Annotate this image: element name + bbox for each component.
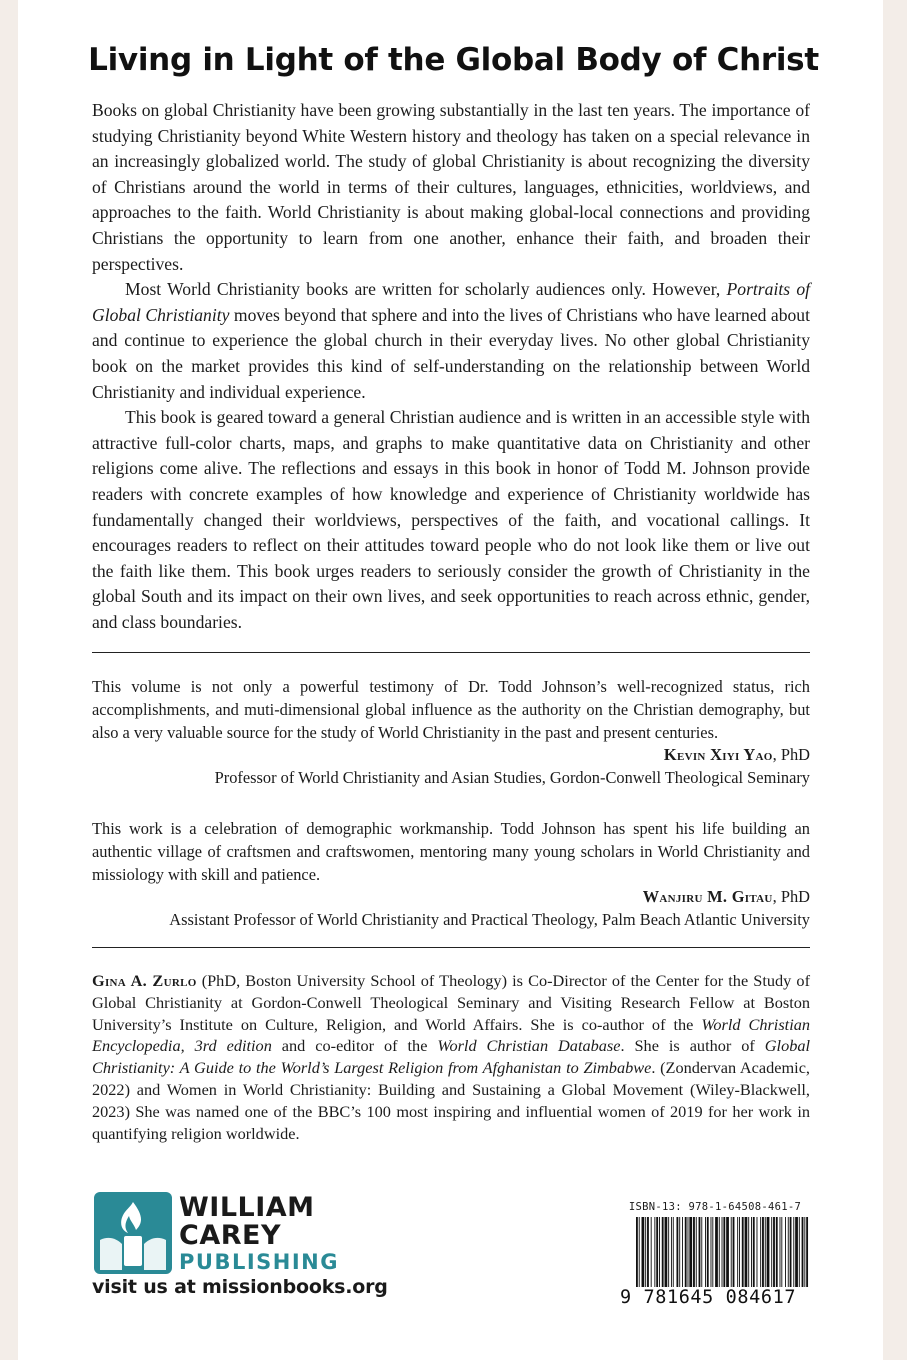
- barcode-bar: [799, 1217, 800, 1287]
- divider-top: [92, 652, 810, 653]
- barcode-bar: [642, 1217, 645, 1287]
- barcode-bar: [707, 1217, 709, 1287]
- endorsement-text: This volume is not only a powerful testimony of Dr. Todd Johnson’s well-recognized status, rich accomplishments, and muti-dimensional global influence as the authority on the Christian demography, but also a very valuable source for the study of World Christianity in the past and present centuries.: [92, 677, 810, 742]
- barcode-bar: [733, 1217, 735, 1287]
- endorsement-author: Kevin Xiyi Yao, PhD: [663, 745, 810, 765]
- barcode-bar: [771, 1217, 772, 1287]
- barcode-bar: [699, 1217, 701, 1287]
- barcode-bar: [722, 1217, 723, 1287]
- barcode-bar: [647, 1217, 649, 1287]
- barcode-bar: [748, 1217, 749, 1287]
- barcode-bar: [723, 1217, 725, 1287]
- barcode-bar: [645, 1217, 646, 1287]
- author-bio: Gina A. Zurlo (PhD, Boston University School of Theology) is Co-Director of the Center for the Study of Global Christianity at Gordon-Conwell Theological Seminary and Visiting Research Fellow at Boston University’s Institute on Culture, Religion, and World Affairs. She is co-author of the World Christian Encyclopedia, 3rd edition and co-editor of the World Christian Database. She is author of Global Christianity: A Guide to the World’s Largest Religion from Afghanistan to Zimbabwe. (Zondervan Academic, 2022) and Women in World Christianity: Building and Sustaining a Global Movement (Wiley-Blackwell, 2023) She was named one of the BBC’s 100 most inspiring and influential women of 2019 for her work in quantifying religion worldwide.: [92, 971, 811, 1143]
- barcode-bar: [688, 1217, 689, 1287]
- barcode-bar: [665, 1217, 668, 1287]
- publisher-name-line1: WILLIAM: [179, 1192, 315, 1223]
- barcode-bar: [788, 1217, 789, 1287]
- barcode-bar: [790, 1217, 792, 1287]
- barcode-bar: [685, 1217, 687, 1287]
- barcode-bar: [696, 1217, 697, 1287]
- barcode-bar: [689, 1217, 692, 1287]
- barcode-bar: [654, 1217, 655, 1287]
- barcode-bar: [701, 1217, 702, 1287]
- endorsement-1: [92, 676, 810, 790]
- isbn-label: ISBN-13: 978-1-64508-461-7: [628, 1201, 802, 1213]
- barcode-bar: [662, 1217, 664, 1287]
- barcode-bar: [676, 1217, 678, 1287]
- barcode-bar: [765, 1217, 766, 1287]
- barcode-bar: [659, 1217, 660, 1287]
- endorsement-role: Professor of World Christianity and Asian Studies, Gordon-Conwell Theological Seminary: [214, 768, 810, 788]
- barcode-bar: [737, 1217, 738, 1287]
- divider-bottom: [92, 947, 810, 948]
- barcode-bar: [804, 1217, 805, 1287]
- barcode-bar: [711, 1217, 712, 1287]
- publisher-url: visit us at missionbooks.org: [92, 1276, 388, 1298]
- barcode-bar: [731, 1217, 732, 1287]
- barcode-digits: 9 781645 084617: [620, 1287, 797, 1308]
- barcode-bar: [785, 1217, 786, 1287]
- barcode-bar: [802, 1217, 804, 1287]
- barcode-bar: [780, 1217, 781, 1287]
- cover-title: Living in Light of the Global Body of Christ: [88, 42, 819, 78]
- barcode-bar: [679, 1217, 680, 1287]
- barcode-bar: [776, 1217, 778, 1287]
- endorsement-2: [92, 818, 810, 932]
- barcode-bar: [693, 1217, 695, 1287]
- barcode-bar: [668, 1217, 669, 1287]
- endorsement-text: This work is a celebration of demographic workmanship. Todd Johnson has spent his life building an authentic village of craftsmen and craftswomen, mentoring many young scholars in World Christianity and missiology with skill and patience.: [92, 819, 810, 884]
- barcode-bar: [773, 1217, 775, 1287]
- barcode-bars: [636, 1217, 810, 1291]
- barcode-bar: [639, 1217, 640, 1287]
- description-paragraph-2: Most World Christianity books are written for scholarly audiences only. However, Portraits of Global Christianity moves beyond that sphere and into the lives of Christians who have learned about and continue to experience the global church in their everyday lives. No other global Christianity book on the market provides this kind of self-understanding on the relationship between World Christianity and individual experience.: [92, 279, 810, 402]
- barcode-bar: [656, 1217, 658, 1287]
- barcode-bar: [745, 1217, 748, 1287]
- barcode-bar: [636, 1217, 638, 1287]
- publisher-name-line2: CAREY: [179, 1220, 281, 1251]
- barcode-bar: [673, 1217, 674, 1287]
- barcode-bar: [726, 1217, 729, 1287]
- description-paragraph-1: Books on global Christianity have been growing substantially in the last ten years. The importance of studying Christianity beyond White Western history and theology has taken on a special relevance in an increasingly globalized world. The study of global Christianity is about recognizing the diversity of Christians around the world in terms of their cultures, languages, ethnicities, worldviews, and approaches to the faith. World Christianity is about making global-local connections and providing Christians the opportunity to learn from one another, enhance their faith, and broaden their perspectives.: [92, 100, 810, 274]
- endorsement-author: Wanjiru M. Gitau, PhD: [642, 887, 810, 907]
- barcode-bar: [762, 1217, 764, 1287]
- barcode-bar: [751, 1217, 752, 1287]
- barcode-bar: [671, 1217, 672, 1287]
- barcode-bar: [739, 1217, 740, 1287]
- description-paragraph-3: This book is geared toward a general Christian audience and is written in an accessible style with attractive full-color charts, maps, and graphs to make quantitative data on Christianity and other religions come alive. The reflections and essays in this book in honor of Todd M. Johnson provide readers with concrete examples of how knowledge and experience of Christianity worldwide has fundamentally changed their worldviews, perspectives of the faith, and vocational callings. It encourages readers to reflect on their attitudes toward people who do not look like them or live out the faith like them. This book urges readers to seriously consider the growth of Christianity in the global South and its impact on their own lives, and seek opportunities to reach across ethnic, gender, and class boundaries.: [92, 407, 810, 632]
- barcode-bar: [793, 1217, 794, 1287]
- publisher-name-line3: PUBLISHING: [179, 1250, 339, 1274]
- barcode-bar: [781, 1217, 782, 1287]
- barcode-bar: [651, 1217, 652, 1287]
- barcode-bar: [719, 1217, 720, 1287]
- candle-flame-icon: [92, 1190, 176, 1276]
- barcode-bar: [760, 1217, 761, 1287]
- book-description: [92, 98, 810, 635]
- barcode-bar: [715, 1217, 718, 1287]
- barcode-bar: [712, 1217, 713, 1287]
- barcode-bar: [767, 1217, 770, 1287]
- book-title-italic: Portraits of Global Christianity: [92, 279, 810, 325]
- barcode-bar: [806, 1217, 808, 1287]
- barcode-bar: [753, 1217, 755, 1287]
- barcode-bar: [742, 1217, 744, 1287]
- barcode-bar: [757, 1217, 758, 1287]
- barcode-bar: [705, 1217, 706, 1287]
- barcode-bar: [795, 1217, 798, 1287]
- endorsement-role: Assistant Professor of World Christianity and Practical Theology, Palm Beach Atlantic University: [169, 910, 810, 930]
- barcode-bar: [682, 1217, 683, 1287]
- author-name: Gina A. Zurlo: [92, 971, 197, 990]
